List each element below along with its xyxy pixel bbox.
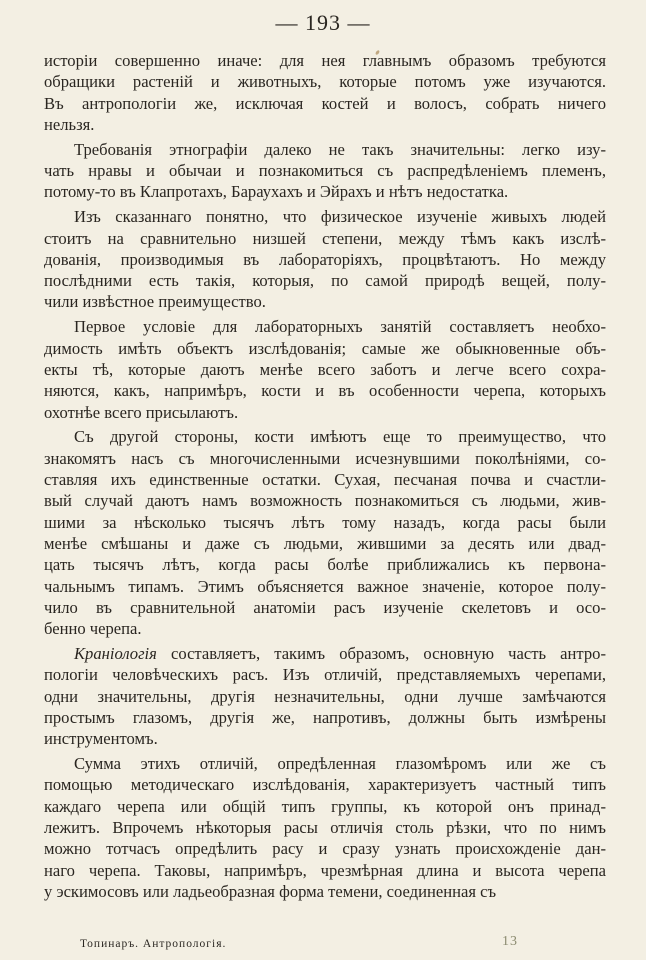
text-line: каждаго черепа или общій типъ группы, къ которой онъ принад- — [44, 796, 606, 816]
paragraph — [44, 753, 606, 902]
text-line: у эскимосовъ или ладьеобразная форма темени, соединенная съ — [44, 881, 497, 901]
text-line: инструментомъ. — [44, 729, 158, 749]
text-line: чальнымъ типамъ. Этимъ объясняется важное значеніе, которое полу- — [44, 576, 606, 596]
page-number-header: — 193 — — [275, 10, 371, 35]
text-line: чило въ сравнительной анатоміи расъ изученіе скелетовъ и осо- — [44, 597, 606, 617]
emphasized-term: Краніологія — [74, 643, 157, 663]
text-line: Краніологія составляетъ, такимъ образомъ, основную часть антро- — [74, 643, 606, 663]
paragraph — [44, 206, 606, 312]
text-line: знакомятъ насъ съ многочисленными исчезнувшими поколѣніями, со- — [44, 448, 606, 468]
text-line: шими за нѣсколько тысячъ лѣтъ тому назадъ, когда расы были — [44, 512, 606, 532]
text-line: бенно черепа. — [44, 619, 142, 639]
text-line: Съ другой стороны, кости имѣютъ еще то преимущество, что — [74, 427, 606, 447]
text-line: вый случай даютъ намъ возможность познакомиться съ людьми, жив- — [44, 491, 606, 511]
text-line: цать тысячъ лѣтъ, когда расы болѣе приближались къ первона- — [44, 555, 606, 575]
text-line: послѣдними есть такія, которыя, по самой природѣ вещей, полу- — [44, 271, 606, 291]
text-line: дованія, производимыя въ лабораторіяхъ, процвѣтаютъ. Но между — [44, 249, 606, 269]
body-text — [44, 50, 606, 906]
text-line: одни значительны, другія незначительны, одни лучше замѣчаются — [44, 686, 606, 706]
footer-signature-mark: 13 — [502, 934, 518, 949]
text-line: Въ антропологіи же, исключая костей и волосъ, собрать ничего — [44, 93, 606, 113]
text-line: охотнѣе всего присылаютъ. — [44, 402, 239, 422]
text-line: потому-то въ Клапротахъ, Бараухахъ и Эйрахъ и нѣтъ недостатка. — [44, 182, 509, 202]
text-line: исторіи совершенно иначе: для нея главнымъ образомъ требуются — [44, 51, 606, 70]
footer-author-title: Топинаръ. Антропологія. — [80, 938, 227, 950]
paragraph — [44, 643, 606, 749]
paragraph — [44, 139, 606, 203]
text-line: Изъ сказаннаго понятно, что физическое изученіе живыхъ людей — [74, 207, 606, 227]
text-line: Первое условіе для лабораторныхъ занятій составляетъ необхо- — [74, 317, 606, 337]
text-line: можно тотчасъ опредѣлить расу и сразу узнать происхожденіе дан- — [44, 839, 606, 859]
text-line: наго черепа. Таковы, напримѣръ, чрезмѣрная длина и высота черепа — [44, 860, 606, 880]
text-line: стоитъ на сравнительно низшей степени, между тѣмъ какъ изслѣ- — [44, 228, 606, 248]
text-line: помощью методическаго изслѣдованія, характеризуетъ частный типъ — [44, 775, 606, 795]
paragraph — [44, 50, 606, 135]
text-line: няются, какъ, напримѣръ, кости и въ особенности черепа, которыхъ — [44, 381, 606, 401]
text-line: обращики растеній и животныхъ, которые потомъ уже изучаются. — [44, 72, 606, 92]
paragraph — [44, 426, 606, 639]
text-line: димость имѣть объектъ изслѣдованія; самые же обыкновенные объ- — [44, 338, 606, 358]
text-line: екты тѣ, которые даютъ менѣе всего заботъ и легче всего сохра- — [44, 359, 606, 379]
text-line: ставляя ихъ единственные остатки. Сухая, песчаная почва и счастли- — [44, 470, 606, 490]
text-line: лежитъ. Впрочемъ нѣкоторыя расы отличія столь рѣзки, что по нимъ — [44, 817, 606, 837]
text-line: Сумма этихъ отличій, опредѣленная глазомѣромъ или же съ — [74, 754, 606, 774]
text-line: чили извѣстное преимущество. — [44, 292, 266, 312]
text-line: простымъ глазомъ, другія же, напротивъ, должны быть измѣрены — [44, 707, 606, 727]
text-line: пологіи человѣческихъ расъ. Изъ отличій, представляемыхъ черепами, — [44, 665, 606, 685]
paragraph — [44, 316, 606, 422]
text-line: Требованія этнографіи далеко не такъ значительны: легко изу- — [74, 139, 606, 159]
text-line: менѣе смѣшаны и даже съ людьми, жившими за десять или двад- — [44, 533, 606, 553]
text-line: нельзя. — [44, 114, 95, 134]
text-line: чать нравы и обычаи и познакомиться съ распредѣленіемъ племенъ, — [44, 161, 606, 181]
